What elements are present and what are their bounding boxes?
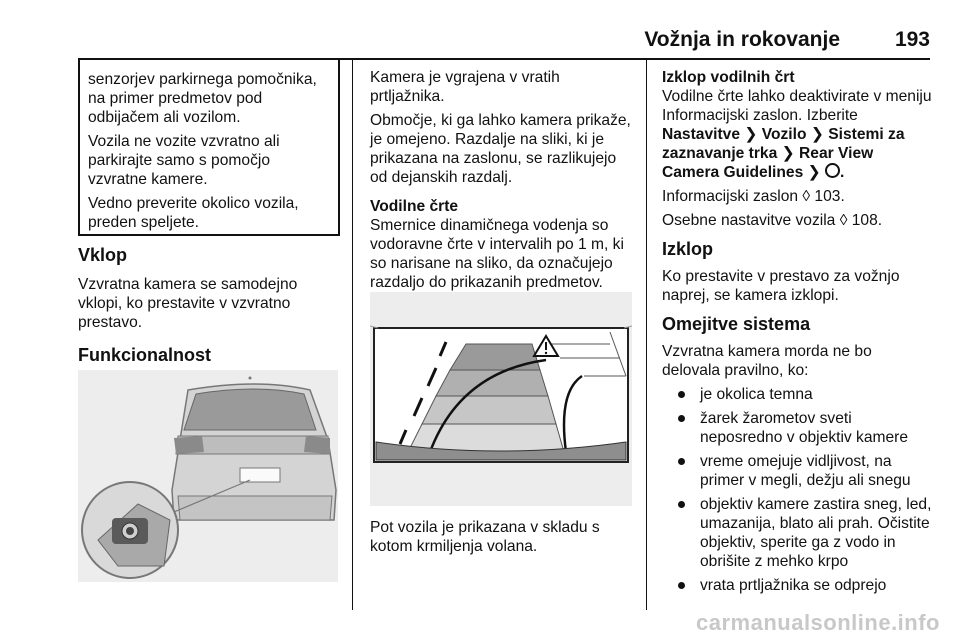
- heading-vklop: Vklop: [78, 245, 128, 265]
- caption-text: Pot vozila je prikazana v skladu s kotom krmiljenja volana.: [370, 519, 600, 555]
- heading-vodilne-crte: Vodilne črte: [370, 198, 459, 215]
- izklop-text: Ko prestavite v prestavo za vožnjo naprej, se kamera izklopi.: [662, 268, 900, 304]
- vklop-text: Vzvratna kamera se samodejno vklopi, ko prestavite v vzvratno prestavo.: [78, 276, 298, 331]
- column-2: [370, 68, 636, 297]
- warning-paragraph: senzorjev parkirnega pomočnika, na primer predmetov pod odbijačem ali vozilom.: [88, 71, 317, 126]
- list-item: vrata prtljažnika se odprejo: [662, 576, 934, 595]
- column-3: [662, 68, 934, 600]
- omejitve-text: Vzvratna kamera morda ne bo delovala pravilno, ko:: [662, 343, 872, 379]
- heading-izklop-vodilnih: Izklop vodilnih črt: [662, 69, 795, 86]
- camera-display-guidelines-figure: [370, 292, 632, 506]
- reference-personal-settings: Osebne nastavitve vozila ◊ 108.: [662, 212, 883, 229]
- heading-omejitve: Omejitve sistema: [662, 314, 811, 334]
- list-item: objektiv kamere zastira sneg, led, umazanija, blato ali prah. Očistite objektiv, sperite ga z vodo in obrišite z mehko krpo: [662, 495, 934, 571]
- list-item: je okolica temna: [662, 385, 934, 404]
- limitations-list: [662, 385, 934, 595]
- paragraph-vodilne: Smernice dinamičnega vodenja so vodoravne črte v intervalih po 1 m, ki so narisane na sliko, da označujejo razdaljo do prikazanih predmetov.: [370, 217, 624, 291]
- heading-izklop: Izklop: [662, 239, 714, 259]
- heading-funkcionalnost: Funkcionalnost: [78, 345, 212, 365]
- circle-icon: [825, 163, 840, 178]
- izklop-vodilnih-text: Vodilne črte lahko deaktivirate v meniju Informacijski zaslon. Izberite: [662, 88, 932, 124]
- menu-path: Nastavitve ❯ Vozilo ❯ Sistemi za zaznavanje trka ❯ Rear View Camera Guidelines ❯: [662, 126, 905, 181]
- figure-caption: [370, 518, 636, 561]
- warning-paragraph: Vedno preverite okolico vozila, preden speljete.: [88, 195, 299, 231]
- page-number: 193: [894, 28, 930, 51]
- warning-paragraph: Vozila ne vozite vzvratno ali parkirajte samo s pomočjo vzvratne kamere.: [88, 133, 280, 188]
- warning-box: [78, 60, 340, 236]
- column-1: [78, 246, 340, 365]
- header-title: Vožnja in rokovanje: [644, 28, 840, 51]
- paragraph-obmocje: Območje, ki ga lahko kamera prikaže, je omejeno. Razdalje na sliki, ki je prikazana na zaslonu, se razlikujejo od dejanskih razdalj.: [370, 112, 631, 186]
- menu-path-block: Nastavitve ❯ Vozilo ❯ Sistemi za zaznavanje trka ❯ Rear View Camera Guidelines ❯ .: [662, 126, 905, 181]
- list-item: vreme omejuje vidljivost, na primer v megli, dežju ali snegu: [662, 452, 934, 490]
- list-item: žarek žarometov sveti neposredno v objektiv kamere: [662, 409, 934, 447]
- paragraph-kamera: Kamera je vgrajena v vratih prtljažnika.: [370, 69, 560, 105]
- column-divider-2: [646, 60, 647, 610]
- rear-camera-car-illustration: [78, 370, 338, 582]
- column-divider-1: [352, 60, 353, 610]
- reference-info-display: Informacijski zaslon ◊ 103.: [662, 188, 845, 205]
- watermark: carmanualsonline.info: [696, 610, 940, 635]
